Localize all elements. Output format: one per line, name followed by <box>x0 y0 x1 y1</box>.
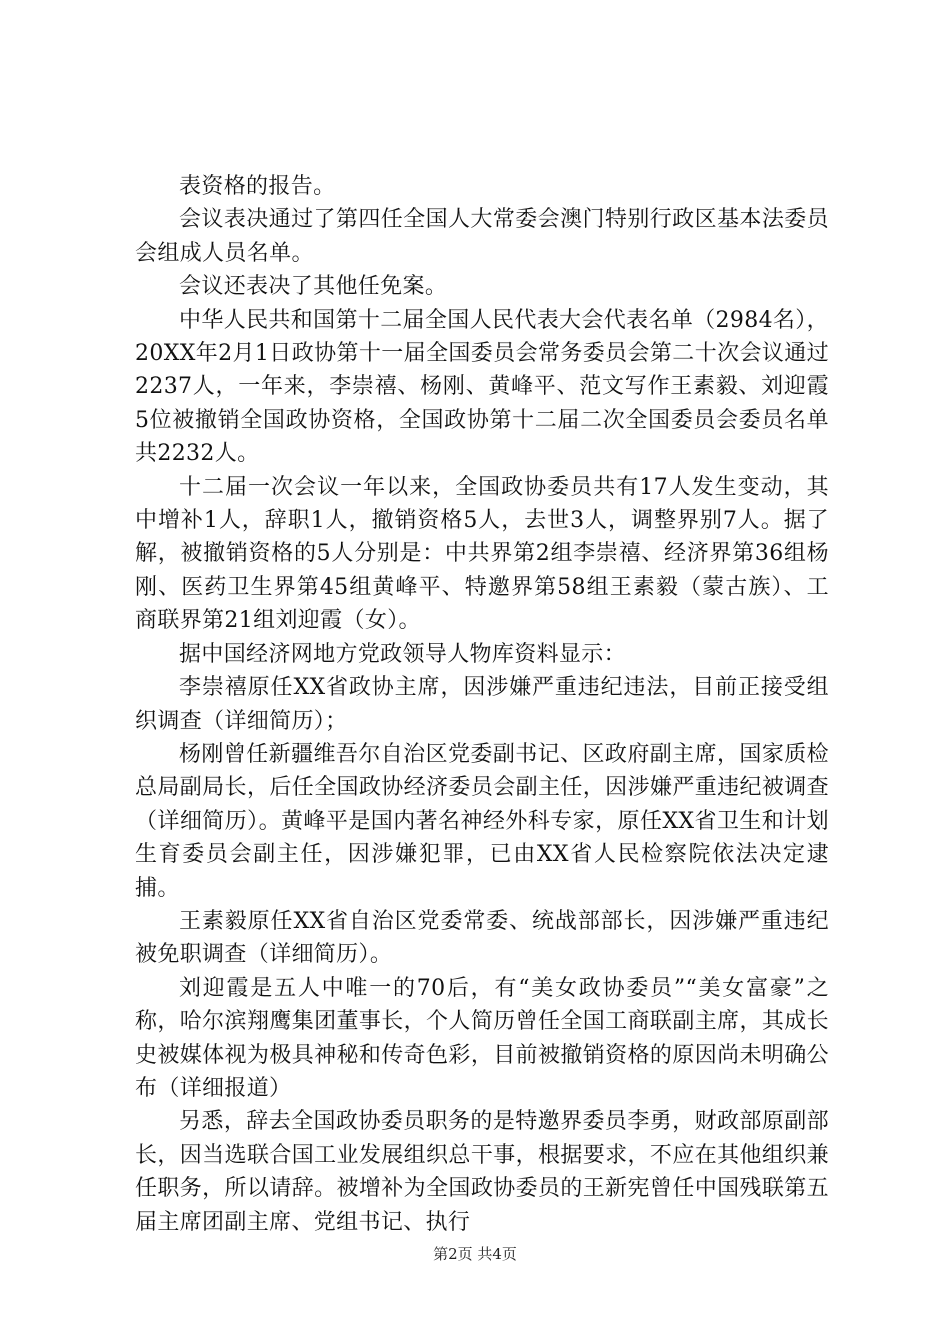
paragraph-source: 据中国经济网地方党政领导人物库资料显示： <box>179 641 627 667</box>
paragraph-liu-yingxia: 刘迎霞是五人中唯一的70后，有“美女政协委员”“美女富豪”之称，哈尔滨翔鹰集团董事长，个人简历曾任全国工商联副主席，其成长史被媒体视为极具神秘和传奇色彩，目前被撤销资格的原因尚未明确公布（详细报道） <box>135 975 829 1101</box>
page-number-footer: 第2页 共4页 <box>433 1245 517 1263</box>
document-body <box>135 170 829 1239</box>
paragraph-continuation: 表资格的报告。 <box>179 174 336 199</box>
paragraph-resignation: 另悉，辞去全国政协委员职务的是特邀界委员李勇，财政部原副部长，因当选联合国工业发展组织总干事，根据要求，不应在其他组织兼任职务，所以请辞。被增补为全国政协委员的王新宪曾任中国残联第五届主席团副主席、党组书记、执行 <box>135 1109 829 1235</box>
paragraph-wang-suyi: 王素毅原任XX省自治区党委常委、统战部部长，因涉嫌严重违纪被免职调查（详细简历）。 <box>135 908 829 968</box>
paragraph-li-chongxi: 李崇禧原任XX省政协主席，因涉嫌严重违纪违法，目前正接受组织调查（详细简历）； <box>135 675 829 734</box>
paragraph-other-appointments: 会议还表决了其他任免案。 <box>179 274 448 300</box>
paragraph-delegate-list: 中华人民共和国第十二届全国人民代表大会代表名单（2984名），20XX年2月1日政协第十一届全国委员会常务委员会第二十次会议通过2237人，一年来，李崇禧、杨刚、黄峰平、范文写作王素毅、刘迎霞5位被撤销全国政协资格，全国政协第十二届二次全国委员会委员名单共2232人。 <box>135 307 829 467</box>
paragraph-macau-committee: 会议表决通过了第四任全国人大常委会澳门特别行政区基本法委员会组成人员名单。 <box>135 207 829 266</box>
paragraph-member-changes: 十二届一次会议一年以来，全国政协委员共有17人发生变动，其中增补1人，辞职1人，撤销资格5人，去世3人，调整界别7人。据了解，被撤销资格的5人分别是：中共界第2组李崇禧、经济界第36组杨刚、医药卫生界第45组黄峰平、特邀界第58组王素毅（蒙古族）、工商联界第21组刘迎霞（女）。 <box>135 474 829 634</box>
paragraph-yang-gang: 杨刚曾任新疆维吾尔自治区党委副书记、区政府副主席，国家质检总局副局长，后任全国政协经济委员会副主任，因涉嫌严重违纪被调查（详细简历）。黄峰平是国内著名神经外科专家，原任XX省卫生和计划生育委员会副主任，因涉嫌犯罪，已由XX省人民检察院依法决定逮捕。 <box>135 741 829 901</box>
